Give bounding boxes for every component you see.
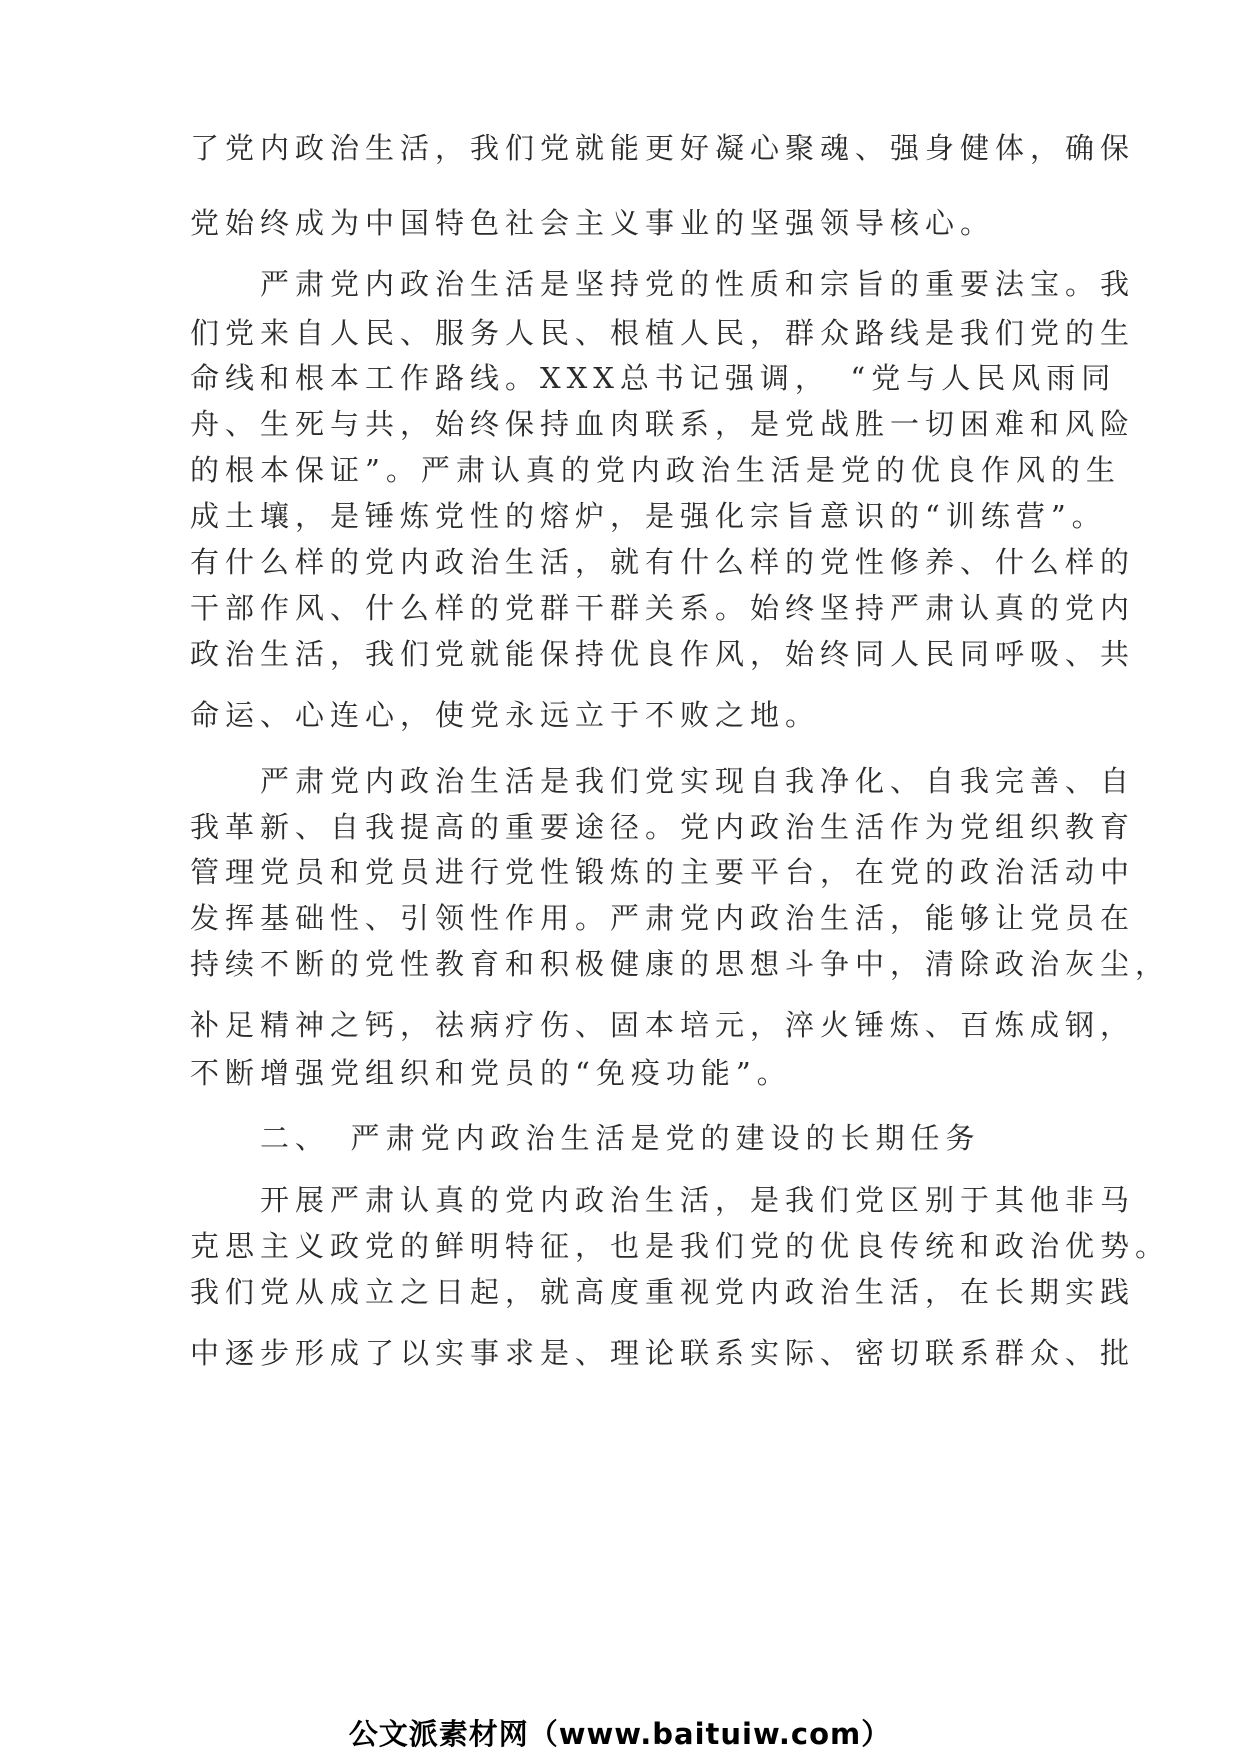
footer-watermark: 公文派素材网（www.baituiw.com）: [348, 1717, 892, 1751]
text-line: 持续不断的党性教育和积极健康的思想斗争中，清除政治灰尘，: [190, 947, 1171, 981]
text-line: 管理党员和党员进行党性锻炼的主要平台，在党的政治活动中: [190, 855, 1136, 889]
text-line: 党始终成为中国特色社会主义事业的坚强领导核心。: [190, 206, 996, 240]
text-line: 有什么样的党内政治生活，就有什么样的党性修养、什么样的: [190, 545, 1136, 579]
text-line: 我革新、自我提高的重要途径。党内政治生活作为党组织教育: [190, 810, 1136, 844]
text-line: 政治生活，我们党就能保持优良作风，始终同人民同呼吸、共: [190, 637, 1136, 671]
text-line: 不断增强党组织和党员的“免疫功能”。: [190, 1056, 792, 1090]
text-line: 严肃党内政治生活是我们党实现自我净化、自我完善、自: [190, 764, 1136, 798]
section-heading: 二、 严肃党内政治生活是党的建设的长期任务: [190, 1121, 981, 1155]
text-line: 的根本保证”。严肃认真的党内政治生活是党的优良作风的生: [190, 453, 1121, 487]
text-line: 成土壤，是锤炼党性的熔炉，是强化宗旨意识的“训练营”。: [190, 499, 1107, 533]
text-line: 命运、心连心，使党永远立于不败之地。: [190, 698, 821, 732]
text-line: 了党内政治生活，我们党就能更好凝心聚魂、强身健体，确保: [190, 131, 1136, 165]
text-line: 舟、生死与共，始终保持血肉联系，是党战胜一切困难和风险: [190, 407, 1136, 441]
text-line: 克思主义政党的鲜明特征，也是我们党的优良传统和政治优势。: [190, 1229, 1171, 1263]
text-line: 补足精神之钙，祛病疗伤、固本培元，淬火锤炼、百炼成钢，: [190, 1008, 1136, 1042]
text-line: 干部作风、什么样的党群干群关系。始终坚持严肃认真的党内: [190, 591, 1136, 625]
text-line: 开展严肃认真的党内政治生活，是我们党区别于其他非马: [190, 1183, 1136, 1217]
text-line: 严肃党内政治生活是坚持党的性质和宗旨的重要法宝。我: [190, 267, 1136, 301]
text-line: 我们党从成立之日起，就高度重视党内政治生活，在长期实践: [190, 1275, 1136, 1309]
text-line: 中逐步形成了以实事求是、理论联系实际、密切联系群众、批: [190, 1336, 1136, 1370]
text-line: 发挥基础性、引领性作用。严肃党内政治生活，能够让党员在: [190, 901, 1136, 935]
text-line: 们党来自人民、服务人民、根植人民，群众路线是我们党的生: [190, 316, 1136, 350]
text-line: 命线和根本工作路线。XXX总书记强调， “党与人民风雨同: [190, 361, 1117, 395]
